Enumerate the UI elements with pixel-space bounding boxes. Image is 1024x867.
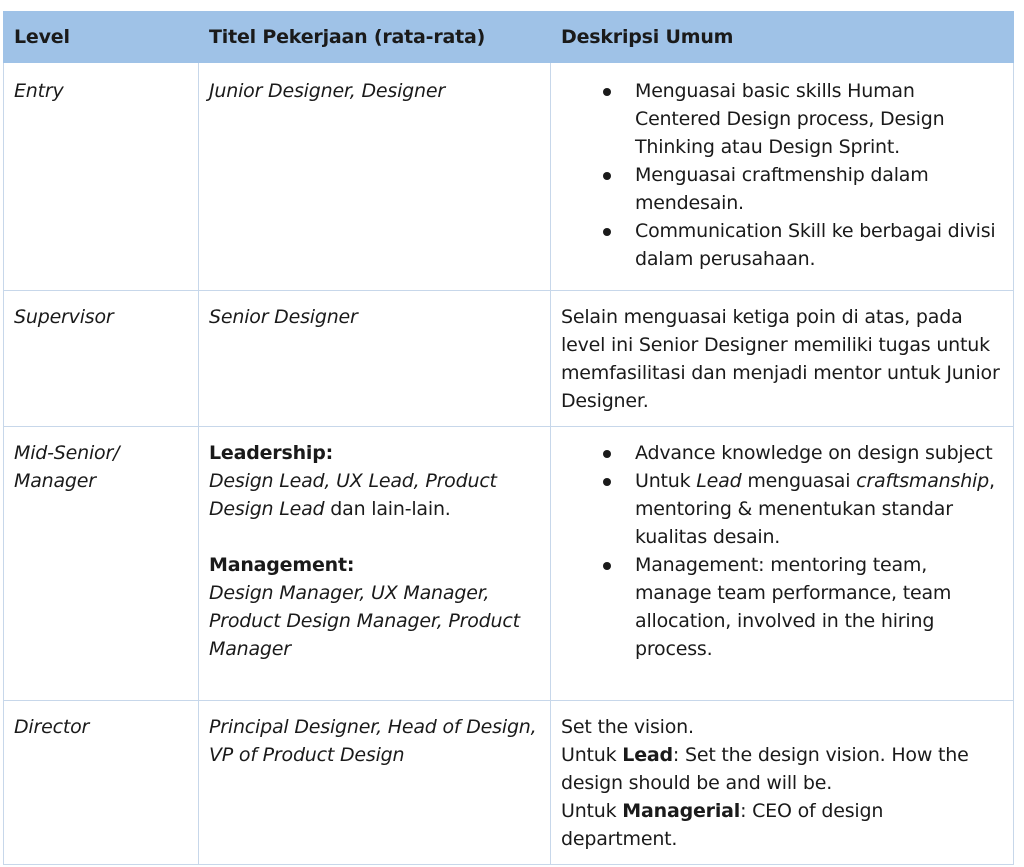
director-line-lead: Untuk Lead: Set the design vision. How the design should be and will be. [561, 744, 969, 794]
level-cell [4, 427, 199, 701]
bullet-icon [603, 88, 611, 96]
list-item: Management: mentoring team, manage team performance, team allocation, involved in the hiring process. [561, 551, 1003, 663]
table-row-entry [4, 63, 1014, 291]
entry-bullet-list [561, 77, 1003, 273]
bullet-icon [603, 562, 611, 570]
management-label: Management: [209, 554, 355, 576]
title-cell [199, 291, 551, 427]
title-cell [199, 427, 551, 701]
description-cell [551, 701, 1014, 865]
title-cell [199, 701, 551, 865]
title-supervisor: Senior Designer [209, 306, 358, 328]
description-cell [551, 291, 1014, 427]
list-item: Communication Skill ke berbagai divisi dalam perusahaan. [561, 217, 1003, 273]
description-cell [551, 63, 1014, 291]
description-cell [551, 427, 1014, 701]
director-line-managerial: Untuk Managerial: CEO of design department. [561, 800, 884, 850]
table-row-director [4, 701, 1014, 865]
title-director: Principal Designer, Head of Design, VP of Product Design [209, 716, 537, 766]
description-supervisor: Selain menguasai ketiga poin di atas, pada level ini Senior Designer memiliki tugas untuk memfasilitasi dan menjadi mentor untuk Junior Designer. [561, 306, 1000, 412]
level-cell [4, 291, 199, 427]
level-cell [4, 63, 199, 291]
level-supervisor: Supervisor [14, 306, 114, 328]
list-item: Menguasai basic skills Human Centered Design process, Design Thinking atau Design Sprint. [561, 77, 1003, 161]
list-item: Untuk Lead menguasai craftsmanship, mentoring & menentukan standar kualitas desain. [561, 467, 1003, 551]
level-mid-senior: Mid-Senior/ [14, 442, 120, 464]
career-level-table [3, 11, 1014, 865]
level-manager: Manager [14, 470, 96, 492]
mid-senior-bullet-list [561, 439, 1003, 663]
director-line-vision: Set the vision. [561, 716, 694, 738]
management-titles: Design Manager, UX Manager, Product Design Manager, Product Manager [209, 582, 520, 660]
level-cell [4, 701, 199, 865]
header-level: Level [4, 12, 199, 63]
bullet-icon [603, 478, 611, 486]
list-item: Advance knowledge on design subject [561, 439, 1003, 467]
header-description: Deskripsi Umum [551, 12, 1014, 63]
bullet-icon [603, 172, 611, 180]
level-director: Director [14, 716, 90, 738]
bullet-icon [603, 228, 611, 236]
level-entry: Entry [14, 80, 64, 102]
leadership-label: Leadership: [209, 442, 334, 464]
title-entry: Junior Designer, Designer [209, 80, 445, 102]
list-item: Menguasai craftmenship dalam mendesain. [561, 161, 1003, 217]
table-header [4, 12, 1014, 63]
bullet-icon [603, 450, 611, 458]
title-cell [199, 63, 551, 291]
spacer [209, 523, 540, 551]
leadership-titles: Design Lead, UX Lead, Product Design Lead dan lain-lain. [209, 470, 497, 520]
header-job-title: Titel Pekerjaan (rata-rata) [199, 12, 551, 63]
header-row [4, 12, 1014, 63]
table-row-mid-senior [4, 427, 1014, 701]
table-row-supervisor [4, 291, 1014, 427]
